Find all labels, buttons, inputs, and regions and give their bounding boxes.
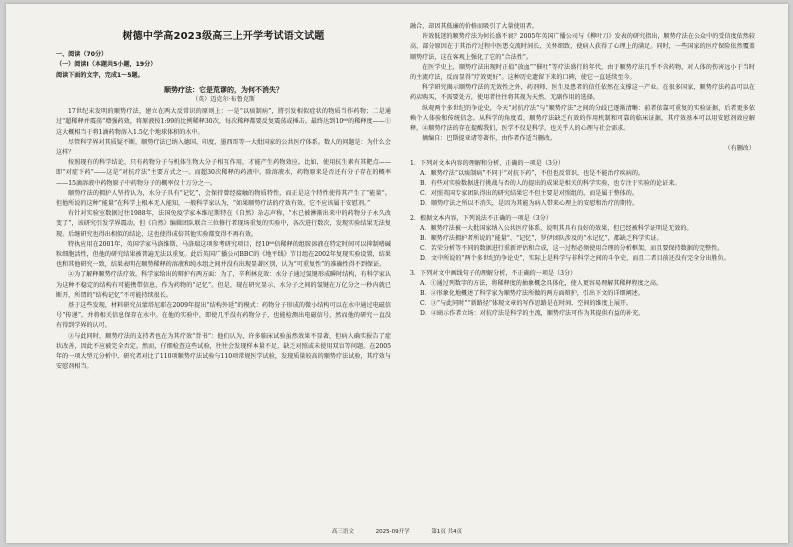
article-paragraph: 尽管科学界对其质疑不断，顺势疗法已纳入德国、印度、墨西哥等一大批国家的公共医疗体系。数人的问题是：为什么会这样？ [56, 138, 391, 157]
question-2 [410, 214, 755, 265]
article-paragraph: 许效低迷的顺势疗法为何长盛不衰？2005年英国广播公司与《柳叶刀》发表的研究指出，顺势疗法在公众中的受信度依然较高，部分原因在于其治疗过程中医患交流时间长、关怀细致，使病人获得了心理上的满足。同时，一些国家的医疗保险依然覆盖顺势疗法，这在客观上强化了它的“合法性”。 [410, 33, 755, 61]
answer-option: D．文中所说的“两个多世纪的争论史”，实际上是科学与非科学之间的斗争史，而且二者目前还没有完全分出胜负。 [420, 255, 730, 263]
question-stem: 3．下列对文中画线句子的理解分析，不正确的一项是（3分） [410, 269, 577, 277]
answer-option: D．顺势疗法之所以不消失，是因为其能为病人带来心理上的安慰和治疗的期待。 [420, 200, 639, 208]
page-footer [6, 527, 788, 535]
answer-option: A．顺势疗法“以痰制病”不同于“对抗下药”，不但也反常识，也是不能治疗疾病的。 [420, 169, 645, 177]
exam-sheet [6, 4, 788, 543]
exam-title: 树德中学高2023级高三上开学考试语文试题 [122, 31, 325, 42]
answer-option: B．顺势疗法拥护者所说的“能量”、“记忆”，罗伊团队涉及的“水记忆”，都缺乏科学实证。 [420, 235, 663, 243]
left-article-body [56, 107, 391, 372]
question-1 [410, 159, 755, 210]
answer-option: B．有些对实验数据进行挑战与否的人的提出的成果是相关的科学实验，也专注于实验的论证来。 [420, 180, 681, 188]
article-paragraph: 按照现有的科学结论，只有药物分子与机体生物大分子相互作用，才能产生药物效应。比如，使用抗生素有其靶点——即“对症下药”——这是“对抗疗法”主要方式之一。而超30次稀释的药液中，除溶液水，药物原来是否还有分子存在的概率——15滴溶液中药物原子中药物分子的概率仅十万分之一。 [56, 159, 391, 187]
right-column [410, 22, 755, 320]
article-paragraph: 基于这些发现，材料研究员蒙塔尼耶在2009年提出“结构外延”的模式：药物分子形成的微小结构可以在水中通过电磁信号“传递”，并将相关信息保存在水中。在他的实验中，即使几乎没有药物分子，也能检测出电磁信号，然而他的研究一直没有得到学界的认可。 [56, 302, 391, 330]
answer-option: C．③“与此同时”“新路径”体现文章的写作思路是在时间、空间的维度上展开。 [420, 300, 633, 308]
question-3 [410, 269, 755, 320]
section-heading: 一、阅读（70分） [56, 51, 108, 59]
question-stem: 1．下列对文本内容的理解和分析，正确的一项是（3分） [410, 159, 565, 167]
article-paragraph: 顺势疗法的拥护人坚持认为，水分子具有“记忆”，会保持曾经接触的物质特性，而正是这个特性使得其产生了“能量”。但他所说的这种“能量”在科学上根本无人能知，一般科学家认为，“如果顺势疗法的疗效有效，它不应该属于安慰剂。” [56, 189, 391, 208]
answer-option: D．④暗示作者立场：对抗疗法是科学的主流，顺势疗法可作为其提供有益的补充。 [420, 310, 645, 318]
article-paragraph: 融合，却因其低廉的价格而吸引了大量使用者。 [410, 23, 538, 30]
question-stem: 2．根据文本内容，下列说法不正确的一项是（3分） [410, 214, 552, 222]
answer-option: C．对照英国专家团队得出的研究结果它不但主要是对照组的，而是属于整体的。 [420, 190, 638, 198]
article-paragraph: 在医学史上，顺势疗法出现时正值“放血”“催吐”等疗法盛行的年代，由于顺势疗法几乎不含药物，对人体的伤害远小于当时的主流疗法，反而显得“疗效更好”。这种历史遗留下来的口碑，使它一直延续至今。 [410, 63, 755, 82]
article-paragraph: 特执应用在2001年，英国学家马洛维斯、马洛瑞这项参考研究项目，经10⁶⁰倍稀释的组胺溶液在特定时间可以抑制嗜碱粒细胞活性，但他的研究结果被普遍无法以重复。此后英国广播公司BBC的《地平线》节目组在2002年复现实验设置，结果也和其他研究一致，结果表明在顺势稀释的溶液和纯水组之间并没有出现显著区别，认为“可重复性”的准确性得不到保证。 [56, 240, 391, 269]
subsection-heading: （一）阅读Ⅰ（本题共5小题，19分） [56, 61, 157, 69]
article-author: （英）迈克尔·布鲁克斯 [192, 96, 255, 104]
right-article-body [410, 22, 755, 144]
article-paragraph: 17世纪末发明的顺势疗法，建立在两大反常识的原则上：一是“以痰制病”，將引发相似症状的物质当作药物；二是通过“超稀释并震荡”增强药效，将原液按1:99的比例稀释30次，每次稀释都要反复震荡或捶击。最终达到10⁶⁰的稀释度——①这大概相当于将1滴药物溶入1.5亿个地球体积的水中。 [56, 108, 391, 136]
abridged-note: （有删改） [724, 145, 755, 153]
answer-option: A．①通过列数字的方法，将稀释度的抽象概念具体化，使人更容易理解其稀释程度之高。 [420, 279, 663, 287]
answer-option: C．苦荣分析等不同的数据进行重新评估和合成，这一过程必须使用合理的分析框架，而且要保持数据的完整性。 [420, 245, 724, 253]
article-title: 顺势疗法：它是荒谬的，为何不消失？ [164, 84, 283, 94]
article-source: 摘编自：巴斯提亚诸等著作，由作者作适当删改。 [422, 135, 557, 143]
answer-option: B．②形象化地概述了科学家为顺势疗法所做的两方面辩护，引出下文的详细阐述。 [420, 290, 644, 298]
reading-instruction: 阅读下面的文字，完成1～5题。 [56, 71, 144, 79]
footer-term: 2025-09开学 [375, 529, 410, 535]
left-column [56, 22, 391, 373]
article-paragraph: 纵观两个多世纪的争论史，今天“对抗疗法”与“顺势疗法”之间的分歧已逐渐清晰：前者依靠可重复的实验证据，后者更多依赖个人体验和传统信念。从科学的角度看，顺势疗法缺乏有效的作用机制和可靠的临床证据，其疗效基本可以用安慰剂效应解释。④顺势疗法的存在提醒我们，医学不仅是科学，也关乎人的心理与社会需求。 [410, 104, 755, 133]
footer-page: 第1页 共4页 [431, 529, 463, 535]
article-paragraph: 科学研究揭示顺势疗法的无效性之外，药剂师、医生及患者的信任依然在支撑这一产业。在很多国家，顺势疗法药品可以在药店购买，不需要处方，使用者往往将其视为天然、无副作用的选择。 [410, 84, 755, 102]
article-paragraph: 有针对实验室数据过往1988年，法国免疫学家本维尼斯特在《自然》杂志声称，“水已被淋渐出来中的药物分子永久改变了”，该研究引发学界震动。但《自然》编辑团队联合三位修行者现场重复的实验中，各次进行数次，发现实验结果无法复现。后继研究也得出相似的结论，这也使得成倍其他实验都变得不再有效。 [56, 210, 391, 238]
article-paragraph: ②为了解释顺势疗法疗效，科学家给出的辩护有两方面：为了，辛利林克效：水分子通过氢键形成瞬时结构，有科学家认为这种不稳定的结构有可能携带信息，作为药物的“记忆”。但是，现在研究显示，水分子之间的氢键在万亿分之一秒内就已断开，所谓的“结构记忆”不可能持续很长。 [56, 271, 391, 299]
footer-subject: 高三语文 [331, 529, 354, 535]
article-paragraph: ③与此同时，顺势疗法的支持者也在为其疗效“背书”：他们认为，许多临床试验虽然效果不显著，但病人确实报告了症状改善，因此不应被完全否定。然而，仔细检查这些试验，往往会发现样本量不足、缺乏对照或未使用双盲等问题。在2005年的一项大型元分析中，研究者对比了110项顺势疗法试验与110项常规医学试验，发现质量较高的顺势疗法试验，其疗效与安慰剂相当。 [56, 332, 391, 371]
answer-option: A．顺势疗法被一大批国家纳入公共医疗体系，说明其具有良好的效果，但已经被科学证明是无效的。 [420, 224, 693, 232]
